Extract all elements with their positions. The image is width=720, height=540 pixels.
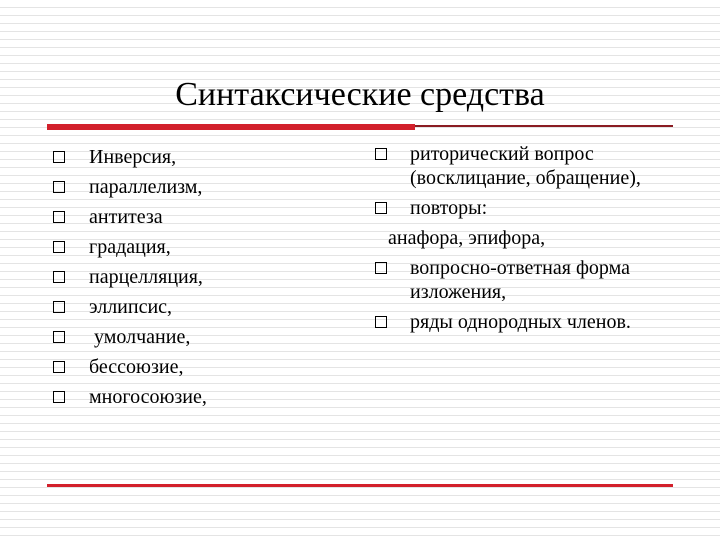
- list-item: [53, 202, 207, 232]
- list-item-label: Инверсия,: [89, 146, 177, 168]
- list-item-continuation: [375, 226, 641, 250]
- list-item: [375, 142, 641, 190]
- list-item-label-continued: изложения,: [410, 281, 507, 303]
- list-item-label: вопросно-ответная форма: [410, 257, 630, 279]
- left-bullet-list: [53, 142, 207, 412]
- list-item-label: многосоюзие,: [89, 386, 207, 408]
- list-item-label: антитеза: [89, 206, 163, 228]
- list-item-continuation-label: анафора, эпифора,: [388, 227, 546, 249]
- list-item-label-continued: (восклицание, обращение),: [410, 167, 641, 189]
- hollow-square-icon: [53, 361, 65, 373]
- list-item: [375, 196, 641, 220]
- list-item: [53, 172, 207, 202]
- list-item: [53, 142, 207, 172]
- hollow-square-icon: [53, 181, 65, 193]
- list-item-label: параллелизм,: [89, 176, 203, 198]
- list-item-label: повторы:: [410, 197, 488, 219]
- hollow-square-icon: [375, 316, 387, 328]
- footer-rule: [47, 484, 673, 487]
- title-underline-dark: [415, 125, 673, 127]
- hollow-square-icon: [53, 271, 65, 283]
- hollow-square-icon: [53, 391, 65, 403]
- slide-title-text: Синтаксические средства: [175, 76, 545, 113]
- list-item-label: ряды однородных членов.: [410, 311, 631, 333]
- list-item-label: эллипсис,: [89, 296, 173, 318]
- title-underline-red: [47, 124, 415, 130]
- list-item: [53, 322, 207, 352]
- list-item: [53, 232, 207, 262]
- list-item: [375, 256, 641, 304]
- hollow-square-icon: [53, 331, 65, 343]
- list-item: [375, 310, 641, 334]
- hollow-square-icon: [53, 241, 65, 253]
- hollow-square-icon: [375, 202, 387, 214]
- slide-title: [0, 72, 720, 118]
- hollow-square-icon: [53, 301, 65, 313]
- list-item: [53, 382, 207, 412]
- list-item-label: градация,: [89, 236, 171, 258]
- list-item-label: умолчание,: [89, 326, 191, 348]
- list-item-label: риторический вопрос: [410, 143, 594, 165]
- list-item-label: парцелляция,: [89, 266, 203, 288]
- list-item: [53, 352, 207, 382]
- list-item: [53, 262, 207, 292]
- hollow-square-icon: [375, 262, 387, 274]
- list-item-label: бессоюзие,: [89, 356, 184, 378]
- right-bullet-list: [375, 142, 641, 340]
- list-item: [53, 292, 207, 322]
- hollow-square-icon: [53, 151, 65, 163]
- hollow-square-icon: [375, 148, 387, 160]
- hollow-square-icon: [53, 211, 65, 223]
